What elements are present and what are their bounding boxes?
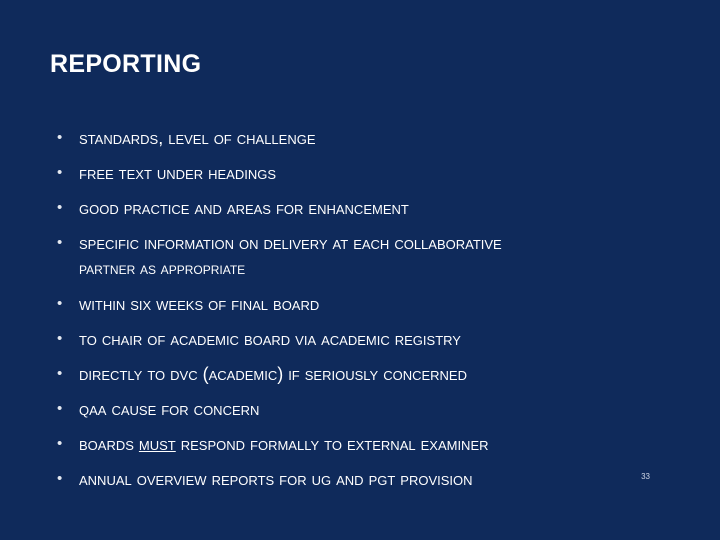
page-number: 33	[641, 472, 650, 481]
bullet-item	[57, 469, 687, 489]
bullet-text: specific information on delivery at each collaborative	[79, 233, 502, 253]
bullet-item	[57, 198, 687, 218]
bullet-text: good practice and areas for enhancement	[79, 198, 409, 218]
bullet-item	[57, 434, 687, 454]
bullet-continuation: partner as appropriate	[79, 259, 246, 278]
bullet-text-post: respond formally to external examiner	[175, 434, 489, 454]
bullet-text: annual overview reports for ug and pgt provision	[79, 469, 473, 489]
bullet-text: free text under headings	[79, 163, 277, 183]
bullet-text-pre: boards	[79, 434, 139, 454]
bullet-text: directly to dvc (academic) if seriously concerned	[79, 364, 467, 384]
bullet-item	[57, 128, 687, 148]
bullet-text: within six weeks of final board	[79, 294, 320, 314]
bullet-item	[57, 329, 687, 349]
bullet-item	[57, 399, 687, 419]
bullet-item	[57, 163, 687, 183]
bullet-list	[57, 128, 687, 504]
bullet-item	[57, 294, 687, 314]
bullet-item	[57, 364, 687, 384]
bullet-item	[57, 233, 687, 279]
bullet-emphasis: must	[138, 434, 176, 454]
bullet-text: to chair of academic board via academic registry	[79, 329, 461, 349]
slide-title: REPORTING	[50, 50, 202, 78]
bullet-text: standards, level of challenge	[79, 128, 316, 148]
bullet-text: qaa cause for concern	[79, 399, 260, 419]
